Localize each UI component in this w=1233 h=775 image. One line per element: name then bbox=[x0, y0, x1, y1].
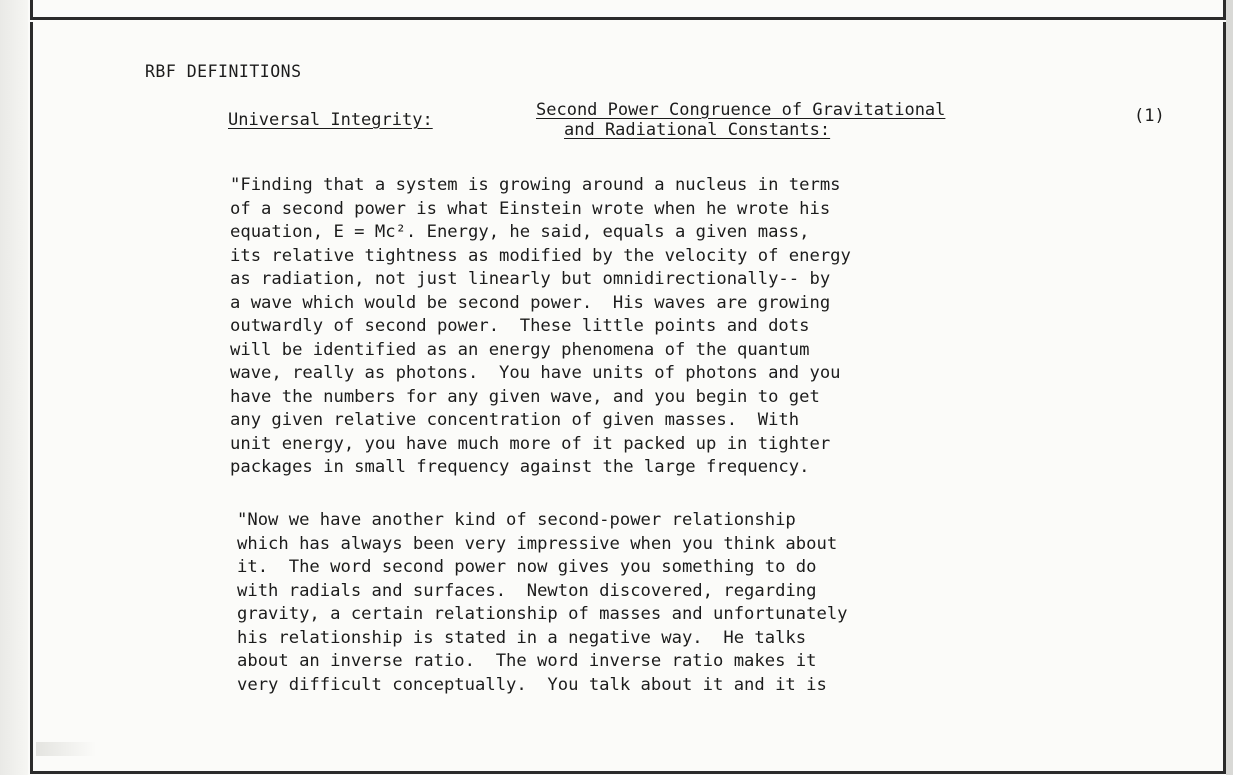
definition-title-block bbox=[228, 100, 1188, 152]
text-line: with radials and surfaces. Newton discovered, regarding bbox=[237, 580, 817, 601]
text-line: equation, E = Mc². Energy, he said, equals a given mass, bbox=[230, 222, 810, 242]
text-line: as radiation, not just linearly but omnidirectionally-- by bbox=[230, 269, 831, 289]
definition-term-colon: : bbox=[422, 110, 433, 130]
text-line: its relative tightness as modified by the velocity of energy bbox=[230, 245, 851, 266]
text-line: "Finding that a system is growing around a nucleus in terms bbox=[230, 175, 841, 195]
card-frame-top bbox=[30, 0, 1226, 20]
text-line: a wave which would be second power. His waves are growing bbox=[230, 292, 831, 313]
definition-subtitle-line-2 bbox=[564, 120, 830, 140]
text-line: his relationship is stated in a negative way. He talks bbox=[237, 627, 807, 648]
scan-margin-left bbox=[0, 0, 28, 775]
definition-term bbox=[228, 110, 433, 130]
scan-smudge bbox=[36, 742, 96, 756]
definition-subtitle-line-1: Second Power Congruence of Gravitational bbox=[536, 100, 946, 120]
text-line: unit energy, you have much more of it packed up in tighter bbox=[230, 433, 831, 454]
text-line: outwardly of second power. These little points and dots bbox=[230, 316, 810, 336]
text-line: "Now we have another kind of second-power relationship bbox=[237, 510, 796, 530]
text-line: have the numbers for any given wave, and you begin to get bbox=[230, 386, 820, 407]
text-line: which has always been very impressive when you think about bbox=[237, 533, 838, 554]
text-line: about an inverse ratio. The word inverse ratio makes it bbox=[237, 651, 817, 671]
text-line: packages in small frequency against the large frequency. bbox=[230, 457, 810, 477]
text-line: any given relative concentration of given masses. With bbox=[230, 410, 800, 430]
definition-subtitle-colon: : bbox=[819, 120, 831, 140]
section-title: RBF DEFINITIONS bbox=[145, 62, 302, 81]
quote-paragraph-2 bbox=[237, 509, 848, 697]
text-line: wave, really as photons. You have units of photons and you bbox=[230, 363, 841, 383]
definition-term-text: Universal Integrity bbox=[228, 110, 423, 130]
text-line: very difficult conceptually. You talk about it and it is bbox=[237, 674, 827, 695]
quote-paragraph-1 bbox=[230, 174, 851, 480]
definition-subtitle-line-2-text: and Radiational Constants bbox=[564, 120, 820, 140]
scan-margin-right bbox=[1226, 0, 1233, 775]
equation-number: (1) bbox=[1134, 106, 1165, 126]
text-line: will be identified as an energy phenomena of the quantum bbox=[230, 339, 810, 360]
text-line: gravity, a certain relationship of masses and unfortunately bbox=[237, 604, 848, 624]
text-line: of a second power is what Einstein wrote when he wrote his bbox=[230, 198, 831, 219]
text-line: it. The word second power now gives you something to do bbox=[237, 557, 817, 577]
